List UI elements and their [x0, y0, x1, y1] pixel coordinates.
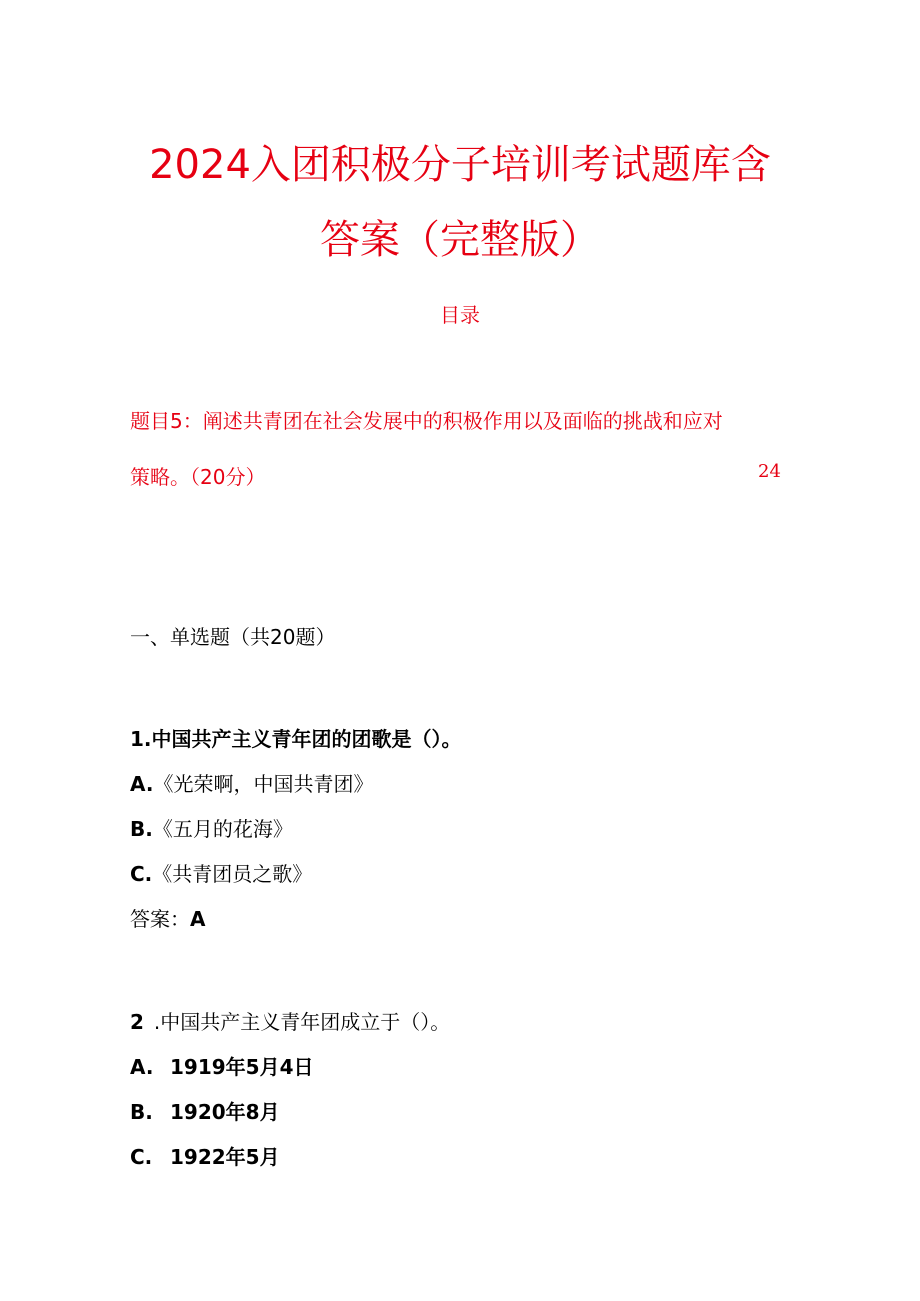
- question-number: 1.: [130, 727, 152, 751]
- option-letter: C.: [130, 1145, 153, 1169]
- option-letter: A.: [130, 772, 154, 796]
- document-title-line-1: 2024入团积极分子培训考试题库含: [149, 142, 771, 188]
- option-text: 1919年5月4日: [170, 1055, 314, 1079]
- question-2: [130, 1006, 450, 1035]
- option-letter: B.: [130, 817, 153, 841]
- question-1-option-b: [130, 813, 293, 842]
- question-number: 2: [130, 1010, 144, 1034]
- toc-entry-line-2[interactable]: 策略。（20分）: [130, 465, 266, 489]
- option-text: 1922年5月: [170, 1145, 280, 1169]
- option-letter: C.: [130, 862, 153, 886]
- question-2-option-b: [130, 1096, 280, 1125]
- question-1-answer: [130, 903, 205, 932]
- question-1-option-c: [130, 858, 312, 887]
- option-letter: B.: [130, 1100, 153, 1124]
- option-text: 《光荣啊，中国共青团》: [153, 772, 374, 796]
- option-letter: A.: [130, 1055, 154, 1079]
- question-text: 中国共产主义青年团的团歌是（）。: [151, 727, 462, 751]
- option-text: 《五月的花海》: [152, 817, 293, 841]
- question-1: [130, 723, 462, 752]
- question-2-option-a: [130, 1051, 314, 1080]
- answer-label: 答案：: [130, 907, 190, 931]
- toc-entry-page-number[interactable]: 24: [758, 461, 781, 482]
- option-text: 1920年8月: [170, 1100, 280, 1124]
- toc-entry-line-1[interactable]: 题目5：阐述共青团在社会发展中的积极作用以及面临的挑战和应对: [130, 409, 723, 433]
- question-1-option-a: [130, 768, 373, 797]
- toc-heading: 目录: [440, 303, 480, 327]
- option-text: 《共青团员之歌》: [152, 862, 313, 886]
- document-title-line-2: 答案（完整版）: [320, 217, 600, 263]
- question-2-option-c: [130, 1141, 280, 1170]
- question-text: .中国共产主义青年团成立于（）。: [153, 1010, 451, 1034]
- answer-value: A: [190, 907, 206, 931]
- section-heading: 一、单选题（共20题）: [130, 625, 336, 649]
